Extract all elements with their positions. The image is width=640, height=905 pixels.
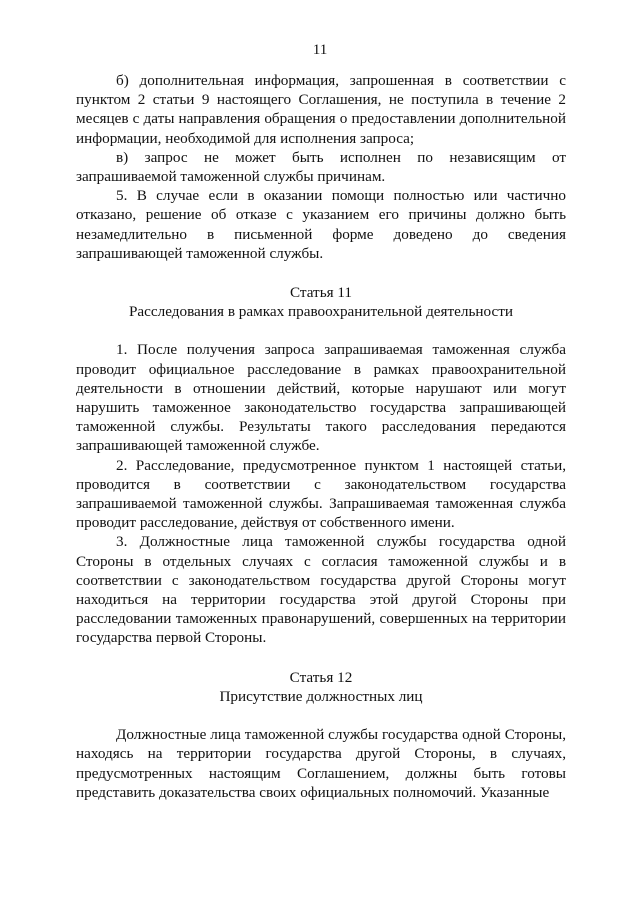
article-11-number: Статья 11	[289, 284, 353, 302]
page-number: 11	[312, 41, 328, 58]
paragraph-point-5: 5. В случае если в оказании помощи полностью или частично отказано, решение об отказе с указанием его причины должно быть незамедлительно в письменной форме доведено до сведения запрашивающей таможенной службы.	[76, 187, 566, 262]
article-12-paragraph-1: Должностные лица таможенной службы государства одной Стороны, находясь на территории государства другой Стороны, в случаях, предусмотренных настоящим Соглашением, должны быть готовы представить доказательства своих официальных полномочий. Указанные	[76, 726, 566, 801]
page-body	[76, 71, 566, 802]
article-12-title: Присутствие должностных лиц	[219, 687, 423, 705]
paragraph-item-v: в) запрос не может быть исполнен по независящим от запрашиваемой таможенной службы причинам.	[76, 148, 566, 186]
article-11-title: Расследования в рамках правоохранительной деятельности	[128, 303, 514, 321]
paragraph-item-b: б) дополнительная информация, запрошенная в соответствии с пунктом 2 статьи 9 настоящего Соглашения, не поступила в течение 2 месяцев с даты направления обращения о предоставлении дополнительной информации, необходимой для исполнения запроса;	[76, 72, 566, 147]
article-11-paragraph-1: 1. После получения запроса запрашиваемая таможенная служба проводит официальное расследование в рамках правоохранительной деятельности в отношении действий, которые нарушают или могут нарушить таможенное законодательство государства запрашивающей таможенной службы. Результаты такого расследования передаются запрашивающей таможенной службе.	[76, 341, 566, 455]
article-11-paragraph-3: 3. Должностные лица таможенной службы государства одной Стороны в отдельных случаях с согласия таможенной службы и в соответствии с законодательством государства другой Стороны могут находиться на территории государства этой другой Стороны при расследовании таможенных правонарушений, совершенных на территории государства первой Стороны.	[76, 533, 566, 647]
article-12-number: Статья 12	[289, 668, 353, 686]
article-11-paragraph-2: 2. Расследование, предусмотренное пунктом 1 настоящей статьи, проводится в соответствии с законодательством государства запрашиваемой таможенной службы. Запрашиваемая таможенная служба проводит расследование, действуя от собственного имени.	[76, 456, 566, 532]
